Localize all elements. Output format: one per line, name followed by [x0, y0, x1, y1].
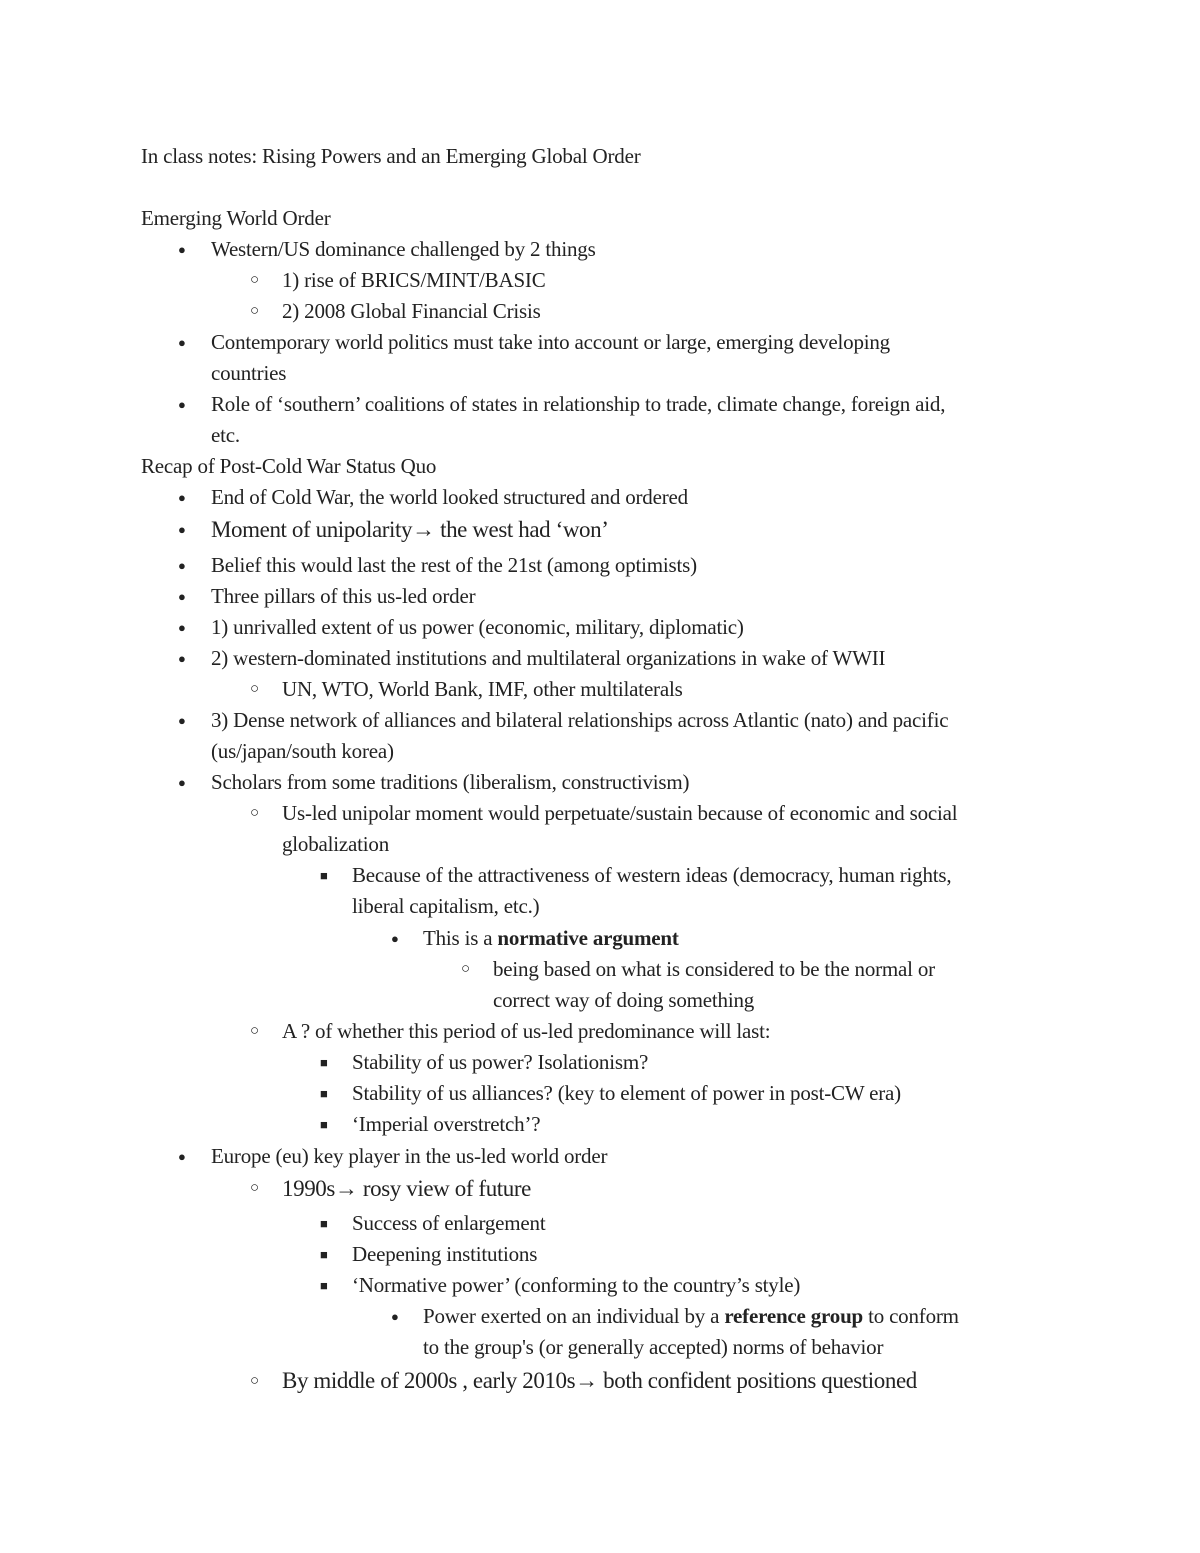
list-item: ‘Imperial overstretch’? — [352, 1112, 541, 1136]
list-item: 2) western-dominated institutions and multilateral organizations in wake of WWII — [211, 646, 886, 670]
bullet-square-icon: ■ — [320, 1216, 328, 1231]
bullet-disc-icon: ● — [178, 242, 186, 257]
list-item: Western/US dominance challenged by 2 things — [211, 237, 596, 261]
bullet-disc-icon: ● — [178, 335, 186, 350]
list-item: By middle of 2000s , early 2010s→ both confident positions questioned — [282, 1368, 917, 1393]
list-item: 2) 2008 Global Financial Crisis — [282, 299, 541, 323]
bullet-square-icon: ■ — [320, 1247, 328, 1262]
list-item: 1) unrivalled extent of us power (economic, military, diplomatic) — [211, 615, 744, 639]
bullet-disc-icon: ● — [178, 713, 186, 728]
list-item-continuation: etc. — [211, 423, 240, 447]
list-item: Contemporary world politics must take into account or large, emerging developing — [211, 330, 890, 354]
list-item: being based on what is considered to be the normal or — [493, 957, 935, 981]
bullet-square-icon: ■ — [320, 1278, 328, 1293]
bold-term-normative-argument: normative argument — [497, 926, 679, 950]
list-item: Stability of us alliances? (key to element of power in post-CW era) — [352, 1081, 901, 1105]
list-item: 1990s→ rosy view of future — [282, 1176, 531, 1201]
bullet-disc-icon: ● — [178, 589, 186, 604]
bold-term-reference-group: reference group — [724, 1304, 864, 1328]
bullet-disc-icon: ● — [178, 775, 186, 790]
list-item: Stability of us power? Isolationism? — [352, 1050, 649, 1074]
list-item: Moment of unipolarity→ the west had ‘won’ — [211, 517, 609, 542]
list-item — [423, 1306, 959, 1327]
bullet-circle-icon: ○ — [250, 1180, 260, 1196]
list-item-text: Power exerted on an individual by a — [423, 1304, 725, 1328]
list-item: Belief this would last the rest of the 21st (among optimists) — [211, 553, 697, 577]
bullet-circle-icon: ○ — [250, 805, 260, 821]
list-item: Role of ‘southern’ coalitions of states in relationship to trade, climate change, foreign aid, — [211, 392, 946, 416]
section-heading-emerging-world-order: Emerging World Order — [141, 206, 331, 230]
list-item: Success of enlargement — [352, 1211, 546, 1235]
list-item: ‘Normative power’ (conforming to the country’s style) — [352, 1273, 801, 1297]
bullet-square-icon: ■ — [320, 1055, 328, 1070]
bullet-circle-icon: ○ — [250, 272, 260, 288]
list-item-continuation: (us/japan/south korea) — [211, 739, 394, 763]
list-item: Us-led unipolar moment would perpetuate/sustain because of economic and social — [282, 801, 958, 825]
list-item: Deepening institutions — [352, 1242, 538, 1266]
list-item-text: to conform — [863, 1304, 959, 1328]
bullet-square-icon: ■ — [320, 1117, 328, 1132]
list-item: End of Cold War, the world looked structured and ordered — [211, 485, 688, 509]
list-item-continuation: correct way of doing something — [493, 988, 755, 1012]
list-item: 3) Dense network of alliances and bilateral relationships across Atlantic (nato) and pacific — [211, 708, 949, 732]
list-item: Three pillars of this us-led order — [211, 584, 476, 608]
bullet-disc-icon: ● — [178, 1149, 186, 1164]
bullet-circle-icon: ○ — [250, 303, 260, 319]
list-item: Europe (eu) key player in the us-led world order — [211, 1144, 608, 1168]
list-item — [423, 928, 679, 949]
bullet-disc-icon: ● — [178, 490, 186, 505]
list-item-continuation: liberal capitalism, etc.) — [352, 894, 540, 918]
list-item-continuation: to the group's (or generally accepted) norms of behavior — [423, 1335, 884, 1359]
bullet-disc-icon: ● — [391, 931, 399, 946]
bullet-square-icon: ■ — [320, 868, 328, 883]
document-title: In class notes: Rising Powers and an Emerging Global Order — [141, 144, 641, 168]
bullet-disc-icon: ● — [178, 397, 186, 412]
list-item: UN, WTO, World Bank, IMF, other multilaterals — [282, 677, 683, 701]
list-item-continuation: countries — [211, 361, 287, 385]
bullet-circle-icon: ○ — [250, 681, 260, 697]
bullet-disc-icon: ● — [178, 620, 186, 635]
bullet-disc-icon: ● — [178, 651, 186, 666]
bullet-circle-icon: ○ — [250, 1373, 260, 1389]
bullet-disc-icon: ● — [391, 1309, 399, 1324]
list-item-text: This is a — [423, 926, 498, 950]
list-item: Because of the attractiveness of western ideas (democracy, human rights, — [352, 863, 952, 887]
bullet-disc-icon: ● — [178, 558, 186, 573]
section-heading-recap: Recap of Post-Cold War Status Quo — [141, 454, 437, 478]
bullet-square-icon: ■ — [320, 1086, 328, 1101]
bullet-circle-icon: ○ — [250, 1023, 260, 1039]
list-item: Scholars from some traditions (liberalism, constructivism) — [211, 770, 690, 794]
list-item-continuation: globalization — [282, 832, 390, 856]
bullet-disc-icon: ● — [178, 522, 186, 537]
bullet-circle-icon: ○ — [461, 961, 471, 977]
list-item: A ? of whether this period of us-led predominance will last: — [282, 1019, 771, 1043]
list-item: 1) rise of BRICS/MINT/BASIC — [282, 268, 546, 292]
